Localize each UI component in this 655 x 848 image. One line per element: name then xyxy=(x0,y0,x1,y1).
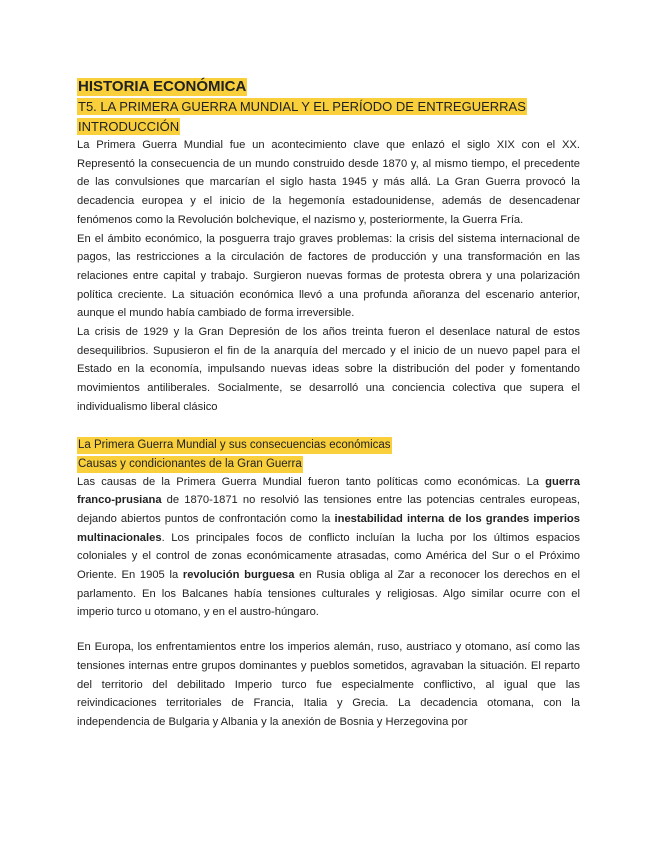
text-run: . Los principales focos de conflicto incluían la lucha por los últimos espacios coloniales y el control de zonas económicamente atrasadas, como América del Sur o el Próximo Oriente. En 1905 la xyxy=(77,531,580,582)
intro-paragraph-3: La crisis de 1929 y la Gran Depresión de los años treinta fueron el desenlace natural de estos desequilibrios. Supusieron el fin de la anarquía del mercado y el inicio de un nuevo papel para el Estado en la economía, impulsando nuevas ideas sobre la distribución del poder y fomentando movimientos antiliberales. Socialmente, se desarrolló una conciencia colectiva que supera el individualismo liberal clásico xyxy=(77,326,580,413)
section2-heading: La Primera Guerra Mundial y sus consecuencias económicas xyxy=(77,437,392,454)
bold-term: revolución burguesa xyxy=(182,569,295,582)
text-run: Las causas de la Primera Guerra Mundial fueron tanto políticas como económicas. La xyxy=(77,475,546,488)
intro-paragraph-2: En el ámbito económico, la posguerra trajo graves problemas: la crisis del sistema internacional de pagos, las restricciones a la circulación de factores de producción y una transformación en las relaciones entre capital y trabajo. Surgieron nuevas formas de protesta obrera y una polarización política creciente. La situación económica llevó a una profunda añoranza del escenario anterior, aunque el mundo había cambiado de forma irreversible. xyxy=(77,232,580,320)
text-run: de 1870-1871 no resolvió las tensiones entre las potencias centrales europeas, dejando abiertos puntos de confrontación como la xyxy=(77,494,580,525)
intro-paragraph-1: La Primera Guerra Mundial fue un acontecimiento clave que enlazó el siglo XIX con el XX. Representó la consecuencia de un mundo construido desde 1870 y, al mismo tiempo, el precedente de las convulsiones que marcarían el siglo hasta 1945 y más allá. La Gran Guerra provocó la decadencia europea y el inicio de la hegemonía estadounidense, además de desencadenar fenómenos como la Revolución bolchevique, el nazismo y, posteriormente, la Guerra Fría. xyxy=(77,139,580,226)
causes-paragraph-1 xyxy=(77,473,580,623)
bold-term: inestabilidad interna de los grandes imperios multinacionales xyxy=(77,512,580,544)
section-title: INTRODUCCIÓN xyxy=(78,119,180,134)
document-title: HISTORIA ECONÓMICA xyxy=(78,78,247,95)
chapter-title: T5. LA PRIMERA GUERRA MUNDIAL Y EL PERÍODO DE ENTREGUERRAS xyxy=(78,99,526,114)
text-run: en Rusia obliga al Zar a reconocer los derechos en el parlamento. En los Balcanes había tensiones culturales y religiosas. Algo similar ocurre con el imperio turco u otomano, y en el austro-húngaro. xyxy=(77,569,580,619)
causes-paragraph-2: En Europa, los enfrentamientos entre los imperios alemán, ruso, austriaco y otomano, así como las tensiones internas entre grupos dominantes y pueblos sometidos, agravaban la situación. El reparto del territorio del debilitado Imperio turco fue especialmente conflictivo, al igual que las reivindicaciones territoriales de Francia, Italia y Grecia. La decadencia otomana, con la independencia de Bulgaria y Albania y la anexión de Bosnia y Herzegovina por xyxy=(77,641,580,728)
section2-subheading: Causas y condicionantes de la Gran Guerra xyxy=(77,456,303,473)
bold-term: guerra franco-prusiana xyxy=(77,475,580,507)
document-page xyxy=(77,78,580,732)
